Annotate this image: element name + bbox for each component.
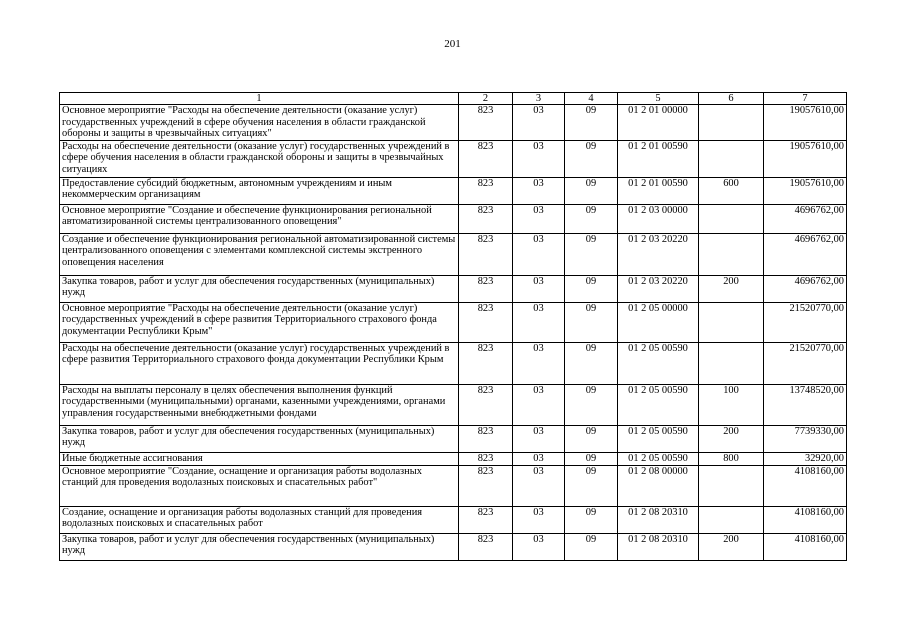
row-section-code: 03 <box>513 506 565 533</box>
table-row <box>60 140 847 177</box>
row-ministry-code: 823 <box>459 384 513 425</box>
row-target-article: 01 2 03 20220 <box>618 275 699 302</box>
row-name: Иные бюджетные ассигнования <box>60 452 459 465</box>
row-name: Создание и обеспечение функционирования региональной автоматизированной системы централизованного оповещения с элементами комплексной системы экстренного оповещения населения <box>60 233 459 275</box>
row-amount: 4108160,00 <box>764 533 847 560</box>
row-target-article: 01 2 08 00000 <box>618 465 699 506</box>
table-row <box>60 506 847 533</box>
row-amount: 4108160,00 <box>764 506 847 533</box>
row-expense-type: 200 <box>699 533 764 560</box>
row-section-code: 03 <box>513 275 565 302</box>
row-subsection-code: 09 <box>565 140 618 177</box>
row-expense-type <box>699 105 764 141</box>
row-ministry-code: 823 <box>459 204 513 233</box>
row-section-code: 03 <box>513 384 565 425</box>
row-section-code: 03 <box>513 233 565 275</box>
row-amount: 32920,00 <box>764 452 847 465</box>
table-row <box>60 105 847 141</box>
table-header-row <box>60 93 847 105</box>
row-section-code: 03 <box>513 452 565 465</box>
row-target-article: 01 2 03 20220 <box>618 233 699 275</box>
row-section-code: 03 <box>513 204 565 233</box>
table-row <box>60 452 847 465</box>
header-col-3: 3 <box>513 93 565 105</box>
row-ministry-code: 823 <box>459 302 513 342</box>
row-subsection-code: 09 <box>565 384 618 425</box>
row-expense-type <box>699 233 764 275</box>
header-col-7: 7 <box>764 93 847 105</box>
row-subsection-code: 09 <box>565 452 618 465</box>
row-name: Расходы на обеспечение деятельности (оказание услуг) государственных учреждений в сфере обучения населения в области гражданской обороны и защиты в чрезвычайных ситуациях <box>60 140 459 177</box>
row-amount: 7739330,00 <box>764 425 847 452</box>
row-name: Основное мероприятие "Создание, оснащение и организация работы водолазных станций для проведения водолазных поисковых и спасательных работ" <box>60 465 459 506</box>
row-ministry-code: 823 <box>459 452 513 465</box>
table-row <box>60 533 847 560</box>
row-section-code: 03 <box>513 533 565 560</box>
row-ministry-code: 823 <box>459 105 513 141</box>
table-row <box>60 465 847 506</box>
table-row <box>60 342 847 384</box>
row-name: Основное мероприятие "Расходы на обеспечение деятельности (оказание услуг) государственных учреждений в сфере развития Территориального страхового фонда документации Республики Крым" <box>60 302 459 342</box>
row-ministry-code: 823 <box>459 177 513 204</box>
row-subsection-code: 09 <box>565 425 618 452</box>
row-expense-type <box>699 342 764 384</box>
row-ministry-code: 823 <box>459 506 513 533</box>
row-name: Основное мероприятие "Создание и обеспечение функционирования региональной автоматизированной системы централизованного оповещения" <box>60 204 459 233</box>
row-target-article: 01 2 03 00000 <box>618 204 699 233</box>
row-target-article: 01 2 05 00000 <box>618 302 699 342</box>
row-subsection-code: 09 <box>565 204 618 233</box>
row-ministry-code: 823 <box>459 342 513 384</box>
table-row <box>60 177 847 204</box>
header-col-4: 4 <box>565 93 618 105</box>
row-amount: 4108160,00 <box>764 465 847 506</box>
row-section-code: 03 <box>513 105 565 141</box>
row-amount: 21520770,00 <box>764 302 847 342</box>
row-name: Закупка товаров, работ и услуг для обеспечения государственных (муниципальных) нужд <box>60 425 459 452</box>
row-expense-type: 200 <box>699 275 764 302</box>
row-ministry-code: 823 <box>459 140 513 177</box>
row-subsection-code: 09 <box>565 177 618 204</box>
table-row <box>60 384 847 425</box>
row-name: Закупка товаров, работ и услуг для обеспечения государственных (муниципальных) нужд <box>60 275 459 302</box>
row-subsection-code: 09 <box>565 233 618 275</box>
row-target-article: 01 2 05 00590 <box>618 425 699 452</box>
row-subsection-code: 09 <box>565 105 618 141</box>
row-amount: 19057610,00 <box>764 177 847 204</box>
header-col-6: 6 <box>699 93 764 105</box>
row-amount: 4696762,00 <box>764 204 847 233</box>
row-target-article: 01 2 01 00590 <box>618 140 699 177</box>
header-col-1: 1 <box>60 93 459 105</box>
row-expense-type: 100 <box>699 384 764 425</box>
row-target-article: 01 2 08 20310 <box>618 533 699 560</box>
row-expense-type <box>699 140 764 177</box>
row-section-code: 03 <box>513 302 565 342</box>
table-row <box>60 302 847 342</box>
row-target-article: 01 2 08 20310 <box>618 506 699 533</box>
row-expense-type <box>699 465 764 506</box>
row-ministry-code: 823 <box>459 275 513 302</box>
row-amount: 13748520,00 <box>764 384 847 425</box>
row-ministry-code: 823 <box>459 533 513 560</box>
row-amount: 21520770,00 <box>764 342 847 384</box>
row-subsection-code: 09 <box>565 342 618 384</box>
row-subsection-code: 09 <box>565 302 618 342</box>
row-target-article: 01 2 05 00590 <box>618 384 699 425</box>
row-section-code: 03 <box>513 140 565 177</box>
row-name: Основное мероприятие "Расходы на обеспечение деятельности (оказание услуг) государственных учреждений в сфере обучения населения в области гражданской обороны и защиты в чрезвычайных ситуациях" <box>60 105 459 141</box>
row-name: Расходы на выплаты персоналу в целях обеспечения выполнения функций государственными (муниципальными) органами, казенными учреждениями, органами управления государственными внебюджетными фондами <box>60 384 459 425</box>
row-subsection-code: 09 <box>565 465 618 506</box>
row-target-article: 01 2 05 00590 <box>618 342 699 384</box>
row-amount: 19057610,00 <box>764 140 847 177</box>
table-row <box>60 275 847 302</box>
row-expense-type <box>699 204 764 233</box>
row-amount: 4696762,00 <box>764 233 847 275</box>
row-expense-type: 200 <box>699 425 764 452</box>
row-target-article: 01 2 01 00000 <box>618 105 699 141</box>
header-col-5: 5 <box>618 93 699 105</box>
budget-table <box>59 92 847 561</box>
row-name: Закупка товаров, работ и услуг для обеспечения государственных (муниципальных) нужд <box>60 533 459 560</box>
row-target-article: 01 2 05 00590 <box>618 452 699 465</box>
row-ministry-code: 823 <box>459 425 513 452</box>
table-row <box>60 233 847 275</box>
row-expense-type: 800 <box>699 452 764 465</box>
row-subsection-code: 09 <box>565 533 618 560</box>
row-name: Создание, оснащение и организация работы водолазных станций для проведения водолазных поисковых и спасательных работ <box>60 506 459 533</box>
row-amount: 4696762,00 <box>764 275 847 302</box>
row-section-code: 03 <box>513 425 565 452</box>
row-ministry-code: 823 <box>459 233 513 275</box>
row-amount: 19057610,00 <box>764 105 847 141</box>
row-target-article: 01 2 01 00590 <box>618 177 699 204</box>
row-section-code: 03 <box>513 177 565 204</box>
table-row <box>60 204 847 233</box>
row-section-code: 03 <box>513 465 565 506</box>
row-expense-type: 600 <box>699 177 764 204</box>
row-expense-type <box>699 302 764 342</box>
table-row <box>60 425 847 452</box>
row-name: Предоставление субсидий бюджетным, автономным учреждениям и иным некоммерческим организациям <box>60 177 459 204</box>
row-ministry-code: 823 <box>459 465 513 506</box>
row-name: Расходы на обеспечение деятельности (оказание услуг) государственных учреждений в сфере развития Территориального страхового фонда документации Республики Крым <box>60 342 459 384</box>
header-col-2: 2 <box>459 93 513 105</box>
page-number: 201 <box>444 38 461 50</box>
row-subsection-code: 09 <box>565 506 618 533</box>
row-expense-type <box>699 506 764 533</box>
row-subsection-code: 09 <box>565 275 618 302</box>
row-section-code: 03 <box>513 342 565 384</box>
